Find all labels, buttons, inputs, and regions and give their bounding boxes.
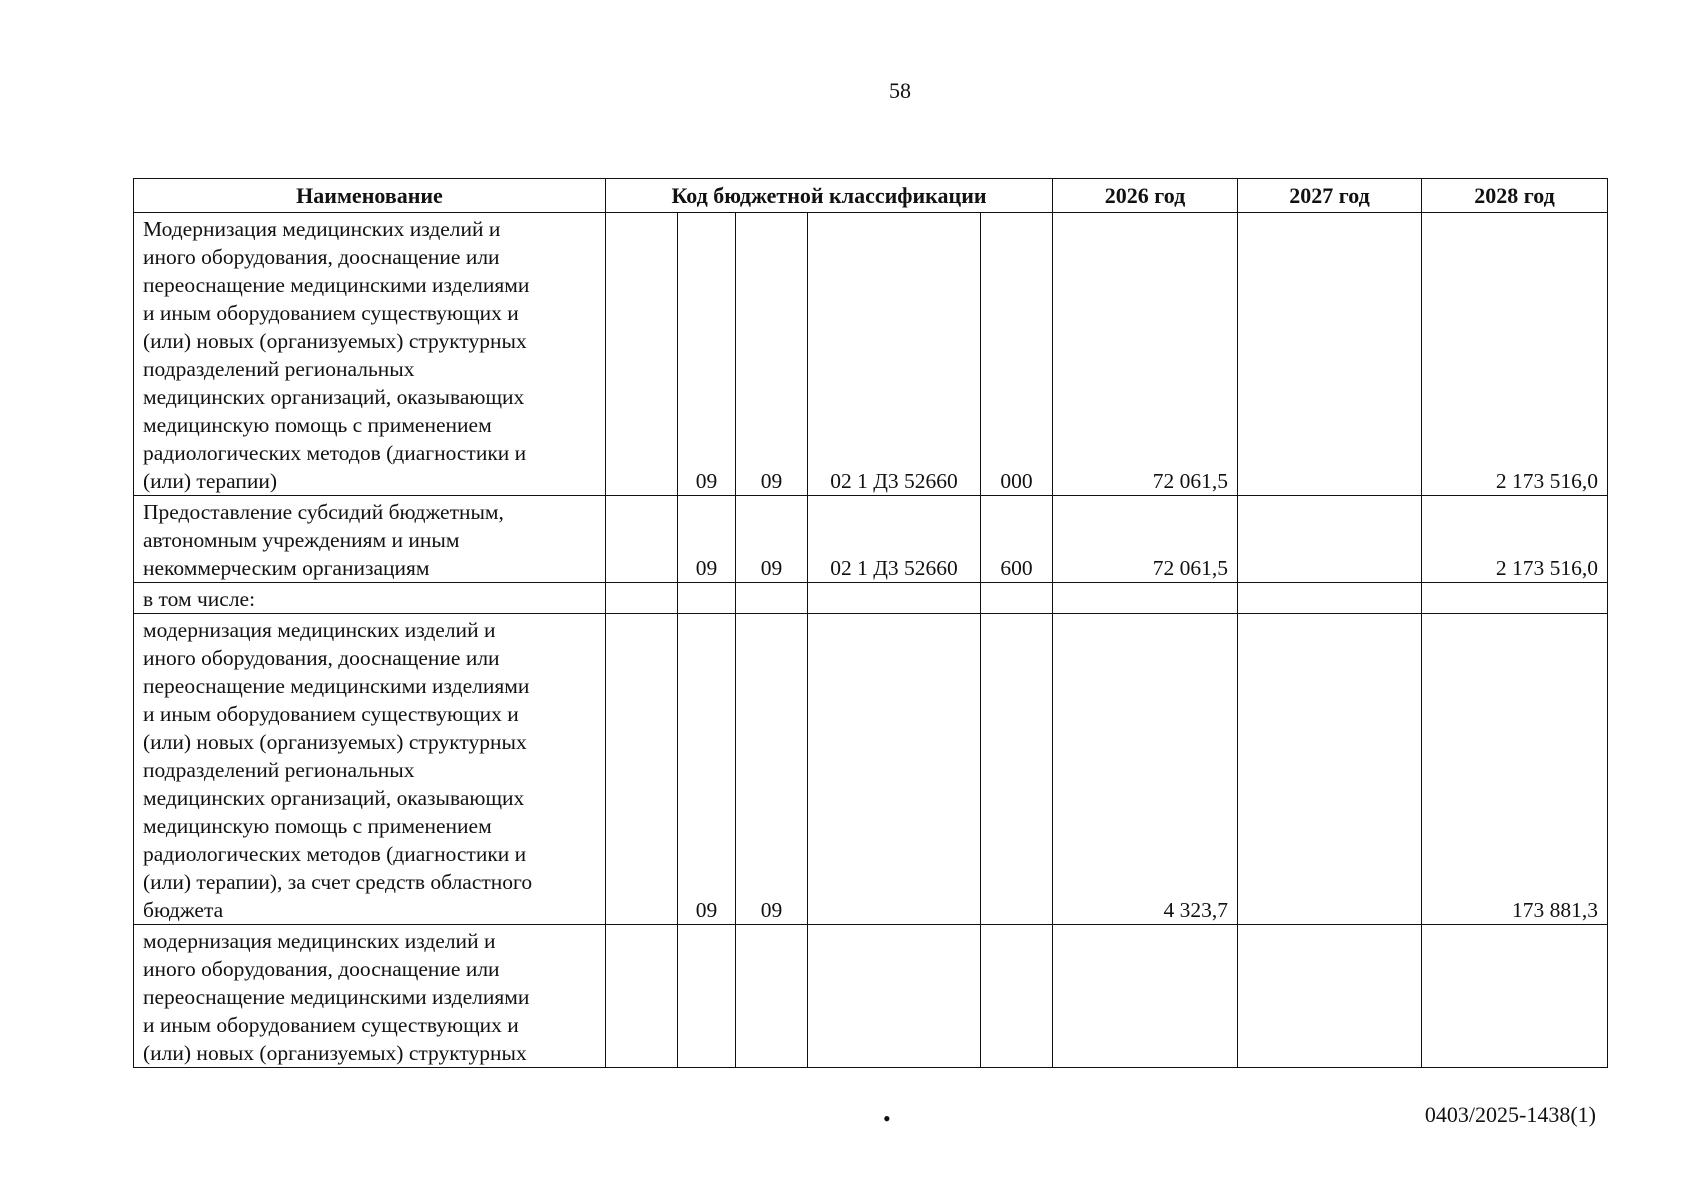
row-name: модернизация медицинских изделий и иного оборудования, дооснащение или переоснащение медицинскими изделиями и иным оборудованием существующих и (или) новых (организуемых) структурных подразделений региональных медицинских организаций, оказывающих медицинскую помощь с применением радиологических методов (диагностики и (или) терапии), за счет средств областного бюджета xyxy=(134,614,606,925)
table-row xyxy=(134,496,1608,583)
row-code-subsection xyxy=(736,583,808,614)
row-code-expense-type: 000 xyxy=(981,213,1053,496)
header-row xyxy=(134,179,1608,213)
row-name: модернизация медицинских изделий и иного оборудования, дооснащение или переоснащение медицинскими изделиями и иным оборудованием существующих и (или) новых (организуемых) структурных xyxy=(134,925,606,1068)
row-value-2028: 2 173 516,0 xyxy=(1422,213,1608,496)
row-code-target: 02 1 Д3 52660 xyxy=(808,496,981,583)
row-empty-cell xyxy=(606,213,678,496)
row-code-section: 09 xyxy=(678,213,736,496)
header-name: Наименование xyxy=(134,179,606,213)
row-code-section: 09 xyxy=(678,614,736,925)
row-empty-cell xyxy=(606,583,678,614)
row-value-2026: 72 061,5 xyxy=(1053,213,1238,496)
budget-table xyxy=(133,178,1608,1068)
footer-dot: • xyxy=(883,1106,891,1131)
row-name: Модернизация медицинских изделий и иного оборудования, дооснащение или переоснащение медицинскими изделиями и иным оборудованием существующих и (или) новых (организуемых) структурных подразделений региональных медицинских организаций, оказывающих медицинскую помощь с применением радиологических методов (диагностики и (или) терапии) xyxy=(134,213,606,496)
page-number: 58 xyxy=(889,78,911,103)
row-code-target xyxy=(808,614,981,925)
row-code-subsection: 09 xyxy=(736,496,808,583)
row-code-target xyxy=(808,583,981,614)
row-name: Предоставление субсидий бюджетным, автономным учреждениям и иным некоммерческим организациям xyxy=(134,496,606,583)
table-row xyxy=(134,213,1608,496)
row-code-expense-type xyxy=(981,583,1053,614)
row-code-section xyxy=(678,925,736,1068)
header-2028: 2028 год xyxy=(1422,179,1608,213)
header-2026: 2026 год xyxy=(1053,179,1238,213)
table-row xyxy=(134,583,1608,614)
table-row xyxy=(134,614,1608,925)
row-code-target: 02 1 Д3 52660 xyxy=(808,213,981,496)
row-empty-cell xyxy=(606,614,678,925)
row-code-expense-type xyxy=(981,614,1053,925)
row-empty-cell xyxy=(606,496,678,583)
row-value-2026: 4 323,7 xyxy=(1053,614,1238,925)
row-code-expense-type xyxy=(981,925,1053,1068)
row-code-expense-type: 600 xyxy=(981,496,1053,583)
row-value-2028 xyxy=(1422,583,1608,614)
row-code-target xyxy=(808,925,981,1068)
table-row xyxy=(134,925,1608,1068)
document-code: 0403/2025-1438(1) xyxy=(1424,1102,1596,1127)
row-value-2027 xyxy=(1238,213,1422,496)
row-value-2028 xyxy=(1422,925,1608,1068)
row-value-2027 xyxy=(1238,496,1422,583)
row-code-subsection xyxy=(736,925,808,1068)
row-value-2026 xyxy=(1053,583,1238,614)
row-value-2027 xyxy=(1238,583,1422,614)
header-2027: 2027 год xyxy=(1238,179,1422,213)
row-value-2028: 2 173 516,0 xyxy=(1422,496,1608,583)
row-name: в том числе: xyxy=(134,583,606,614)
row-code-section xyxy=(678,583,736,614)
row-code-subsection: 09 xyxy=(736,614,808,925)
row-value-2026 xyxy=(1053,925,1238,1068)
row-code-subsection: 09 xyxy=(736,213,808,496)
row-value-2027 xyxy=(1238,614,1422,925)
row-value-2028: 173 881,3 xyxy=(1422,614,1608,925)
row-value-2027 xyxy=(1238,925,1422,1068)
header-code: Код бюджетной классификации xyxy=(606,179,1053,213)
row-empty-cell xyxy=(606,925,678,1068)
row-value-2026: 72 061,5 xyxy=(1053,496,1238,583)
row-code-section: 09 xyxy=(678,496,736,583)
